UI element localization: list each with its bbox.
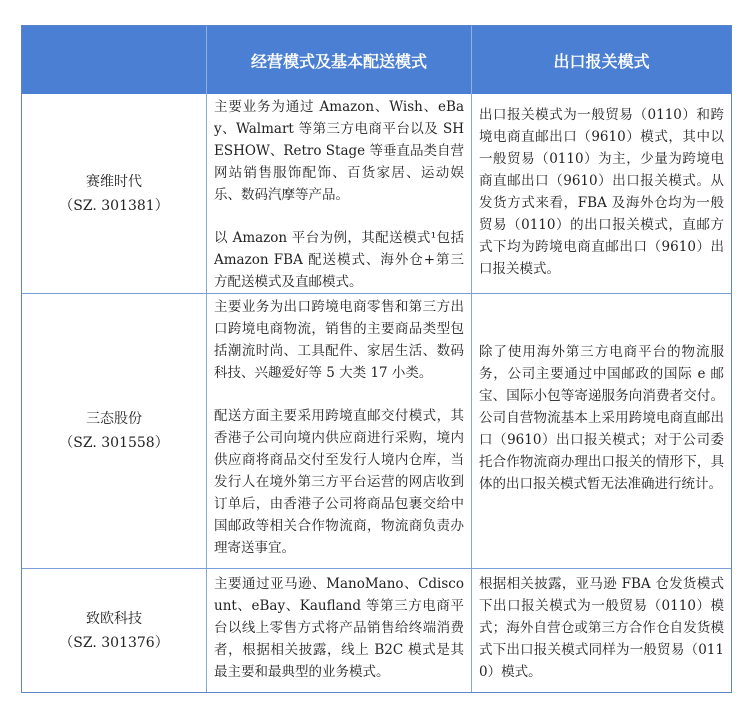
table-header-row: [22, 26, 731, 94]
customs-mode-cell: 出口报关模式为一般贸易（0110）和跨境电商直邮出口（9610）模式，其中以一般贸易（0110）为主，少量为跨境电商直邮出口（9610）出口报关模式。从发货方式来看，FBA 及海外仓均为一般贸易（0110）的出口报关模式，直邮方式下均为跨境电商直邮出口（9610）出口报关模式。: [479, 107, 724, 277]
customs-comparison-table: [21, 25, 732, 693]
table-row-label: [22, 569, 206, 692]
business-paragraph: 配送方面主要采用跨境直邮交付模式，其香港子公司向境内供应商进行采购，境内供应商将商品交付至发行人境内仓库，当发行人在境外第三方平台运营的网店收到订单后，由香港子公司将商品包裹交给中国邮政等相关合作物流商，物流商负责办理寄送事宜。: [214, 408, 464, 556]
header-divider: [206, 26, 207, 94]
business-paragraph: 主要通过亚马逊、ManoMano、Cdiscount、eBay、Kaufland 等第三方电商平台以线上零售方式将产品销售给终端消费者，根据相关披露，线上 B2C 模式是其最主要和最典型的业务模式。: [214, 576, 464, 680]
table-row-label: [22, 294, 206, 568]
customs-mode-cell: 除了使用海外第三方电商平台的物流服务，公司主要通过中国邮政的国际 e 邮宝、国际小包等寄递服务向消费者交付。公司自营物流基本上采用跨境电商直邮出口（9610）出口报关模式；对于公司委托合作物流商办理出口报关的情形下，具体的出口报关模式暂无法准确进行统计。: [479, 344, 724, 492]
business-model-cell: [214, 96, 464, 293]
business-paragraph: 以 Amazon 平台为例，其配送模式¹包括 Amazon FBA 配送模式、海外仓+第三方配送模式及直邮模式。: [214, 230, 464, 290]
business-paragraph: 主要业务为出口跨境电商零售和第三方出口跨境电商物流，销售的主要商品类型包括潮流时尚、工具配件、家居生活、数码科技、兴趣爱好等 5 大类 17 小类。: [214, 299, 464, 381]
business-model-cell: [214, 296, 464, 559]
header-cell-business-model: 经营模式及基本配送模式: [250, 51, 427, 71]
business-model-cell: [214, 573, 464, 683]
customs-mode-cell: 根据相关披露，亚马逊 FBA 仓发货模式下出口报关模式为一般贸易（0110）模式；海外自营仓或第三方合作仓自发货模式下出口报关模式同样为一般贸易（0110）模式。: [479, 576, 724, 680]
column-divider: [471, 94, 472, 692]
header-cell-company: [22, 26, 206, 94]
stock-code: （SZ. 301381）: [59, 197, 169, 214]
stock-code: （SZ. 301558）: [59, 435, 169, 451]
company-name: 赛维时代: [86, 173, 142, 190]
company-name: 致欧科技: [86, 610, 142, 627]
table-row-label: [22, 94, 206, 293]
column-divider: [206, 94, 207, 692]
company-name: 三态股份: [86, 411, 142, 427]
header-divider: [471, 26, 472, 94]
header-cell-customs-mode: 出口报关模式: [553, 51, 650, 71]
business-paragraph: 主要业务为通过 Amazon、Wish、eBay、Walmart 等第三方电商平台以及 SHESHOW、Retro Stage 等垂直品类自营网站销售服饰配饰、百货家居、运动娱乐、数码汽摩等产品。: [214, 99, 464, 203]
stock-code: （SZ. 301376）: [59, 634, 169, 651]
